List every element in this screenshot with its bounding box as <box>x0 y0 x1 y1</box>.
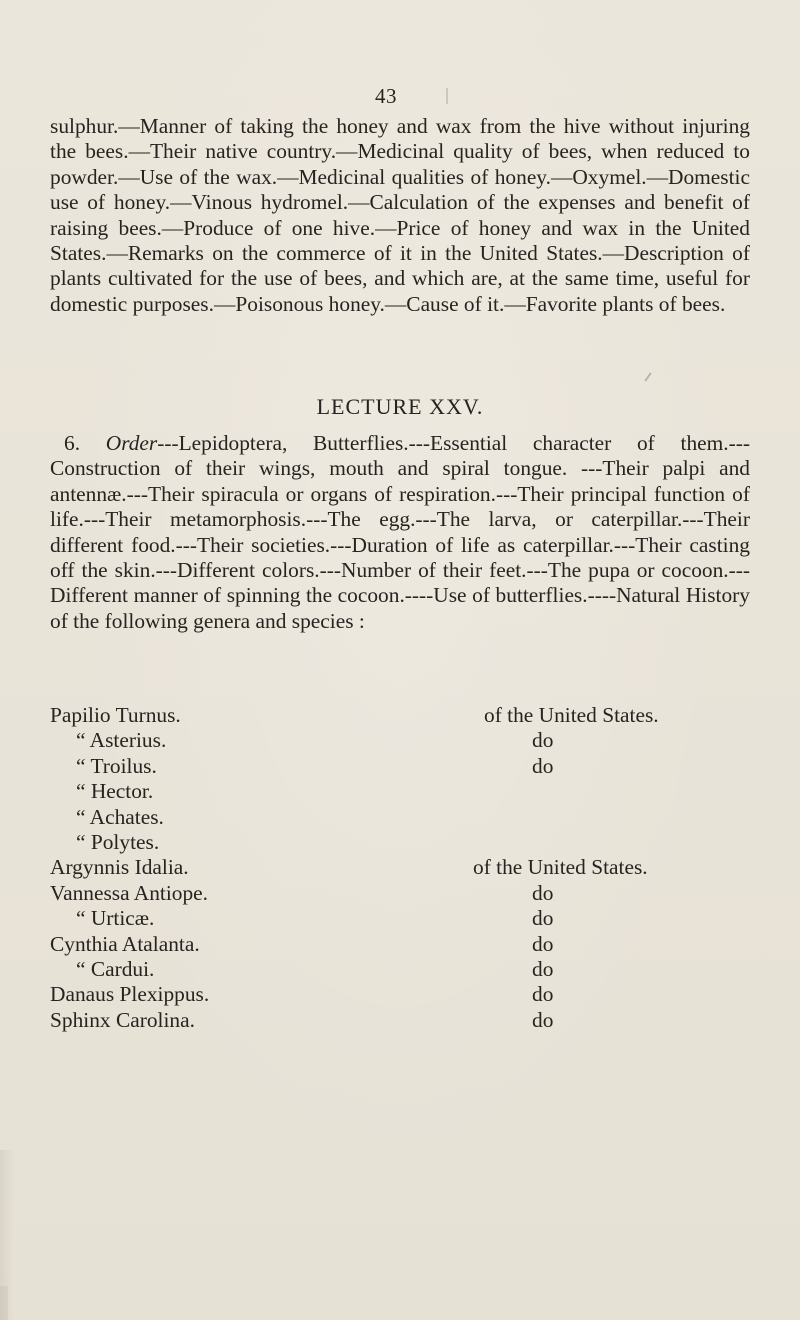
species-name: “ Troilus. <box>76 753 157 778</box>
species-range: do <box>532 956 554 981</box>
species-range: of the United States. <box>473 855 648 880</box>
order-number: 6. <box>64 431 81 455</box>
species-range: do <box>532 982 554 1007</box>
species-row <box>50 957 750 982</box>
paper-mark <box>0 1286 8 1320</box>
species-row <box>50 754 750 779</box>
lecture-heading: LECTURE XXV. <box>316 394 484 419</box>
species-row <box>50 906 750 931</box>
species-row <box>50 779 750 804</box>
species-name: “ Urticæ. <box>76 906 155 931</box>
species-range: of the United States. <box>484 703 659 727</box>
page-number: 43 <box>375 84 397 108</box>
order-label: Order <box>105 431 158 455</box>
species-row <box>50 830 750 855</box>
species-name: “ Achates. <box>76 804 164 829</box>
species-range: do <box>532 906 554 931</box>
species-name: Sphinx Carolina. <box>50 1007 195 1032</box>
paper-mark <box>644 372 651 381</box>
species-range: do <box>532 1007 554 1032</box>
paper-mark <box>446 88 448 104</box>
species-range: do <box>532 753 554 778</box>
page-edge-shadow <box>0 1150 14 1320</box>
species-row <box>50 982 750 1007</box>
species-range: do <box>532 931 554 956</box>
species-name: “ Asterius. <box>76 728 167 753</box>
species-name: “ Cardui. <box>76 956 155 981</box>
order-text: ---Lepidoptera, Butterflies.---Essential character of them.---Construction of their wings, mouth and spiral tongue. ---Their palpi and antennæ.---Their spiracula or organs of respiration.---Their principal function of life.---Their metamorphosis.---The egg.---The larva, or caterpillar.---Their different food.---Their societies.---Duration of life as caterpillar.---Their casting off the skin.---Different colors.---Number of their feet.---The pupa or cocoon.---Different manner of spinning the cocoon.----Use of butterflies.----Natural History of the following genera and species : <box>50 431 750 633</box>
lecture-paragraph <box>50 431 750 634</box>
species-range: do <box>532 880 554 905</box>
species-range: do <box>532 728 554 753</box>
species-row <box>50 855 750 880</box>
species-row <box>50 805 750 830</box>
species-row <box>50 932 750 957</box>
species-name: Papilio Turnus. <box>50 703 181 727</box>
species-name: Cynthia Atalanta. <box>50 931 200 956</box>
species-list <box>50 703 750 1033</box>
species-name: “ Polytes. <box>76 829 160 854</box>
species-name: Danaus Plexippus. <box>50 982 210 1007</box>
species-row <box>50 881 750 906</box>
species-name: Vannessa Antiope. <box>50 880 209 905</box>
species-name: Argynnis Idalia. <box>50 855 189 880</box>
species-name: “ Hector. <box>76 779 154 804</box>
species-row <box>50 728 750 753</box>
species-row <box>50 703 750 728</box>
species-row <box>50 1008 750 1033</box>
intro-paragraph: sulphur.—Manner of taking the honey and wax from the hive without injuring the bees.—Their native country.—Medicinal quality of bees, when reduced to powder.—Use of the wax.—Medicinal qualities of honey.—Oxymel.—Domestic use of honey.—Vinous hydromel.—Calculation of the expenses and benefit of raising bees.—Produce of one hive.—Price of honey and wax in the United States.—Remarks on the commerce of it in the United States.—Description of plants cultivated for the use of bees, and which are, at the same time, useful for domestic purposes.—Poisonous honey.—Cause of it.—Favorite plants of bees. <box>50 114 750 316</box>
